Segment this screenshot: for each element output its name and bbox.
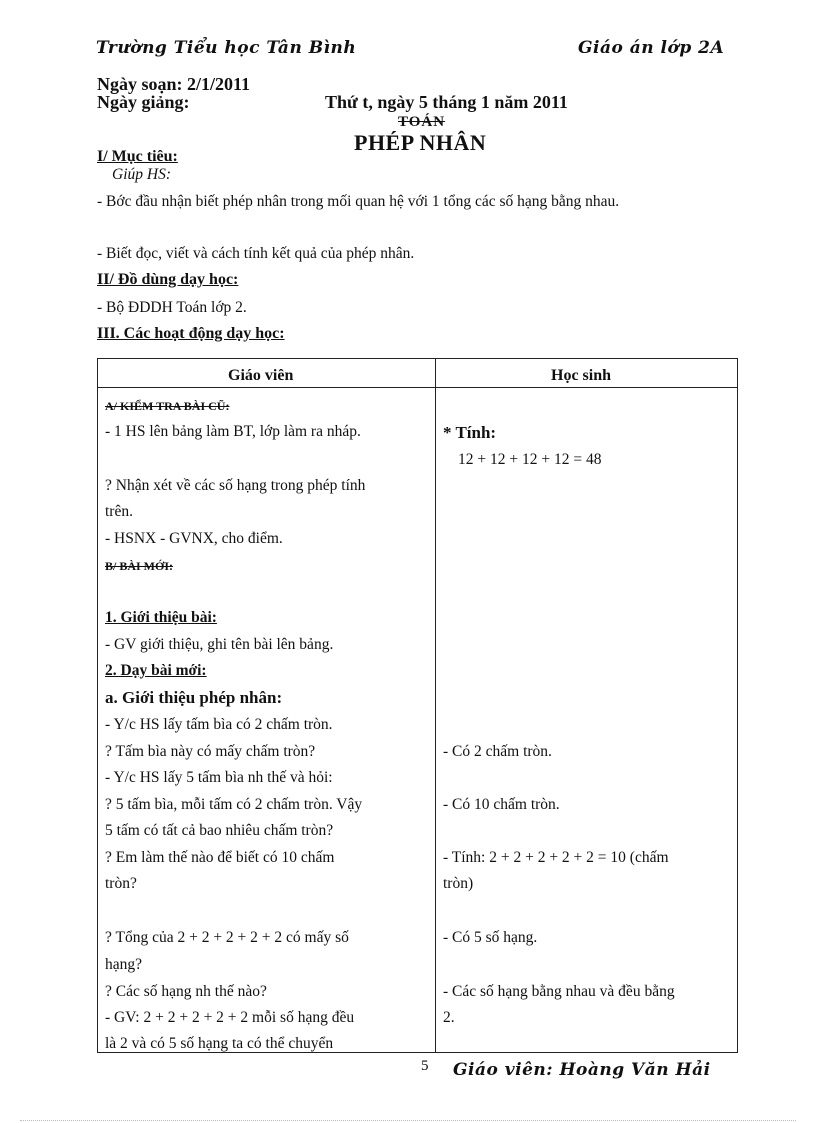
teacher-line: ? 5 tấm bìa, mỗi tấm có 2 chấm tròn. Vậy: [105, 796, 363, 813]
teacher-line: ? Nhận xét về các số hạng trong phép tính: [105, 477, 366, 494]
activities-table: [97, 358, 738, 1053]
subsection-teaching: 2. Dạy bài mới:: [105, 662, 207, 679]
teacher-line: hạng?: [105, 956, 143, 973]
column-divider: [435, 359, 436, 1052]
subsection-intro: 1. Giới thiệu bài:: [105, 609, 217, 626]
student-line: 2.: [443, 1009, 455, 1026]
teacher-line: ? Các số hạng nh thế nào?: [105, 983, 267, 1000]
teacher-line: ? Tổng của 2 + 2 + 2 + 2 + 2 có mấy số: [105, 929, 349, 946]
header-divider: [98, 387, 737, 388]
teacher-line: trên.: [105, 503, 133, 520]
teacher-line: - HSNX - GVNX, cho điểm.: [105, 530, 283, 547]
teacher-line: - Y/c HS lấy 5 tấm bìa nh thế và hỏi:: [105, 769, 333, 786]
objectives-intro: Giúp HS:: [112, 166, 171, 183]
teacher-line: ? Em làm thế nào để biết có 10 chấm: [105, 849, 335, 866]
student-line: - Tính: 2 + 2 + 2 + 2 + 2 = 10 (chấm: [443, 849, 669, 866]
student-line: 12 + 12 + 12 + 12 = 48: [458, 451, 602, 468]
subsection-multiplication: a. Giới thiệu phép nhân:: [105, 688, 283, 707]
student-line: * Tính:: [443, 423, 497, 442]
student-line: tròn): [443, 875, 474, 892]
teacher-column-header: Giáo viên: [228, 367, 294, 384]
section-new-lesson: B/ BÀI MỚI:: [105, 559, 174, 573]
subject: TOÁN: [398, 114, 446, 130]
materials-heading: II/ Đồ dùng dạy học:: [97, 271, 239, 288]
teacher-line: - GV: 2 + 2 + 2 + 2 + 2 mỗi số hạng đều: [105, 1009, 355, 1026]
teacher-signature: Giáo viên: Hoàng Văn Hải: [453, 1060, 711, 1080]
taught-date-label: Ngày giảng:: [97, 92, 190, 112]
teacher-line: - GV giới thiệu, ghi tên bài lên bảng.: [105, 636, 334, 653]
teacher-line: - Y/c HS lấy tấm bìa có 2 chấm tròn.: [105, 716, 333, 733]
page-number: 5: [421, 1058, 429, 1074]
student-line: - Có 10 chấm tròn.: [443, 796, 560, 813]
student-line: - Các số hạng bằng nhau và đều bằng: [443, 983, 675, 1000]
teacher-line: là 2 và có 5 số hạng ta có thể chuyển: [105, 1035, 334, 1052]
teacher-line: 5 tấm có tất cả bao nhiêu chấm tròn?: [105, 822, 334, 839]
objective-item: - Bớc đầu nhận biết phép nhân trong mối quan hệ với 1 tổng các số hạng bằng nhau.: [97, 193, 620, 210]
student-line: - Có 5 số hạng.: [443, 929, 538, 946]
objective-item: - Biết đọc, viết và cách tính kết quả của phép nhân.: [97, 245, 415, 262]
page-edge-divider: [20, 1120, 796, 1121]
teacher-line: ? Tấm bìa này có mấy chấm tròn?: [105, 743, 316, 760]
class-label: Giáo án lớp 2A: [578, 38, 725, 58]
student-line: - Có 2 chấm tròn.: [443, 743, 552, 760]
teacher-line: - 1 HS lên bảng làm BT, lớp làm ra nháp.: [105, 423, 361, 440]
prepared-date: Ngày soạn: 2/1/2011: [97, 74, 251, 94]
activities-heading: III. Các hoạt động dạy học:: [97, 325, 285, 342]
teacher-line: tròn?: [105, 875, 137, 892]
student-column-header: Học sinh: [551, 367, 612, 384]
objectives-heading: I/ Mục tiêu:: [97, 148, 178, 165]
taught-date-value: Thứ t, ngày 5 tháng 1 năm 2011: [325, 92, 568, 112]
materials-item: - Bộ ĐDDH Toán lớp 2.: [97, 299, 247, 316]
section-old-lesson: A/ KIỂM TRA BÀI CŨ:: [105, 399, 230, 413]
lesson-title: PHÉP NHÂN: [354, 130, 487, 155]
school-name: Trường Tiểu học Tân Bình: [96, 38, 357, 58]
